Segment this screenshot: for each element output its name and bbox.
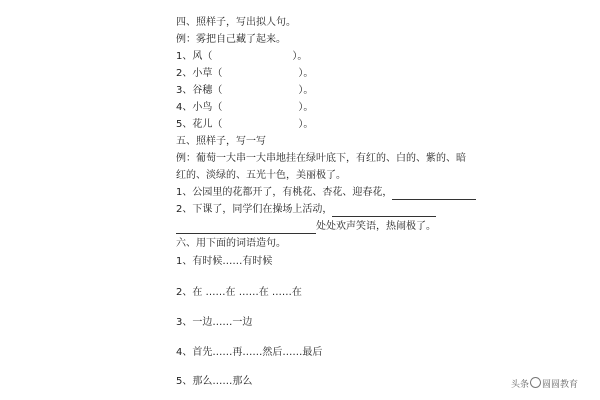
section4-example: 例：雾把自己藏了起来。 bbox=[176, 34, 286, 45]
section5-item-2-continued bbox=[176, 220, 436, 234]
section6-item-2: 2、在 ……在 ……在 ……在 bbox=[176, 287, 302, 298]
section6-item-3: 3、一边……一边 bbox=[176, 317, 253, 328]
item-text: 处处欢声笑语，热闹极了。 bbox=[316, 221, 436, 232]
item-number: 5、 bbox=[176, 119, 193, 130]
section6-item-5: 5、那么……那么 bbox=[176, 376, 253, 387]
section6-title: 六、用下面的词语造句。 bbox=[176, 238, 286, 249]
item-word: 谷穗（ bbox=[192, 85, 223, 96]
item-number: 2、 bbox=[176, 68, 193, 79]
section4-item-5 bbox=[176, 118, 313, 132]
section5-item-2 bbox=[176, 203, 436, 217]
section6-item-1: 1、有时候……有时候 bbox=[176, 256, 273, 267]
section4-item-3 bbox=[176, 84, 313, 98]
section5-title: 五、照样子，写一写 bbox=[176, 136, 266, 147]
item-number: 4、 bbox=[176, 102, 193, 113]
item-text: 2、下课了，同学们在操场上活动， bbox=[176, 204, 333, 215]
item-word: 风（ bbox=[192, 51, 213, 62]
item-close: ）。 bbox=[298, 85, 314, 96]
answer-blank[interactable] bbox=[176, 223, 316, 234]
item-close: ）。 bbox=[298, 119, 314, 130]
watermark bbox=[511, 377, 578, 390]
section5-item-1 bbox=[176, 186, 476, 200]
answer-blank[interactable] bbox=[392, 189, 476, 200]
item-number: 1、 bbox=[176, 51, 193, 62]
section4-item-2 bbox=[176, 67, 313, 81]
item-number: 3、 bbox=[176, 85, 193, 96]
item-close: ）。 bbox=[298, 68, 314, 79]
watermark-prefix: 头条 bbox=[510, 380, 529, 390]
section4-item-4 bbox=[176, 101, 313, 115]
section4-item-1 bbox=[176, 50, 307, 64]
answer-blank[interactable] bbox=[332, 206, 436, 217]
item-word: 小草（ bbox=[192, 68, 223, 79]
section5-example-line1: 例：葡萄一大串一大串地挂在绿叶底下，有红的、白的、紫的、暗 bbox=[176, 153, 466, 164]
item-text: 1、公园里的花都开了，有桃花、杏花、迎春花， bbox=[176, 187, 393, 198]
item-word: 小鸟（ bbox=[192, 102, 223, 113]
item-word: 花儿（ bbox=[192, 119, 223, 130]
section6-item-4: 4、首先……再……然后……最后 bbox=[176, 347, 323, 358]
item-close: ）。 bbox=[298, 102, 314, 113]
watermark-name: 圆圆教育 bbox=[541, 380, 578, 390]
item-close: ）。 bbox=[292, 51, 308, 62]
at-icon bbox=[530, 377, 541, 388]
section5-example-line2: 红的、淡绿的、五光十色，美丽极了。 bbox=[176, 170, 346, 181]
section4-title: 四、照样子，写出拟人句。 bbox=[176, 17, 296, 28]
